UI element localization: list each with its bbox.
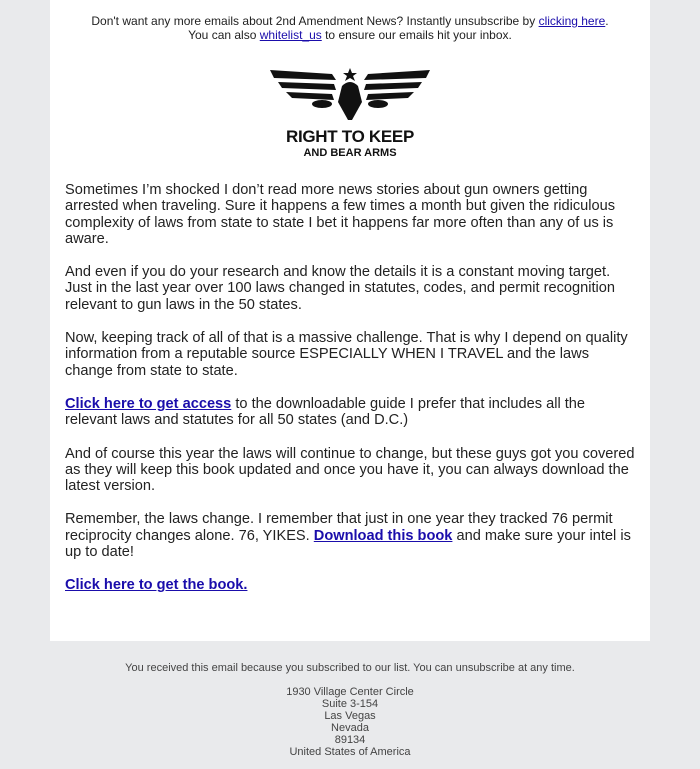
logo-title: RIGHT TO KEEP (285, 127, 415, 146)
whitelist-link[interactable]: whitelist_us (259, 28, 322, 42)
paragraph (65, 577, 640, 593)
address-line: United States of America (289, 746, 411, 758)
unsubscribe-link[interactable]: clicking here (538, 14, 606, 28)
address-line: Suite 3-154 (321, 698, 379, 710)
preheader-text: to ensure our emails hit your inbox. (321, 28, 512, 42)
preheader-text: Don't want any more emails about 2nd Amendment News? Instantly unsubscribe by (91, 14, 539, 28)
address-line: Las Vegas (324, 710, 376, 722)
address-line: Nevada (331, 722, 369, 734)
download-book-link[interactable]: Download this book (313, 527, 453, 544)
get-book-link[interactable]: Click here to get the book. (65, 577, 248, 594)
paragraph-text: Remember, the laws change. I remember that just in one year they tracked 76 permit reciprocity changes alone. 76, YIKES. (65, 511, 613, 544)
address (0, 686, 700, 758)
email-body (65, 182, 640, 611)
preheader-text: . (605, 14, 609, 28)
paragraph: Now, keeping track of all of that is a massive challenge. That is why I depend on quality information from a reputable source ESPECIALLY WHEN I TRAVEL and the laws change from state to state. (65, 330, 628, 379)
preheader-text: You can also (188, 28, 260, 42)
footer (0, 662, 700, 758)
paragraph (65, 396, 640, 429)
paragraph: And even if you do your research and know the details it is a constant moving target. Just in the last year over 100 laws changed in statutes, codes, and permit recognition relevant to gun laws in the 50 states. (65, 264, 616, 313)
get-access-link[interactable]: Click here to get access (65, 395, 232, 412)
address-line: 89134 (334, 734, 366, 746)
paragraph: Sometimes I’m shocked I don’t read more news stories about gun owners getting arrested when traveling. Sure it happens a few times a month but given the ridiculous complexity of laws from state to state I bet it happens far more often than any of us is aware. (65, 182, 616, 247)
preheader (0, 14, 700, 42)
address-line: 1930 Village Center Circle (286, 686, 414, 698)
logo-subtitle: AND BEAR ARMS (303, 147, 397, 159)
paragraph-text: and make sure your intel is up to date! (65, 527, 631, 561)
eagle-wings-icon (270, 66, 430, 122)
paragraph-text: to the downloadable guide I prefer that includes all the relevant laws and statutes for all 50 states (and D.C.) (65, 395, 586, 429)
paragraph (65, 511, 640, 560)
subscription-notice: You received this email because you subscribed to our list. You can unsubscribe at any time. (125, 662, 575, 674)
logo (270, 66, 430, 159)
paragraph: And of course this year the laws will continue to change, but these guys got you covered as they will keep this book updated and once you have it, you can always download the latest version. (65, 445, 635, 495)
